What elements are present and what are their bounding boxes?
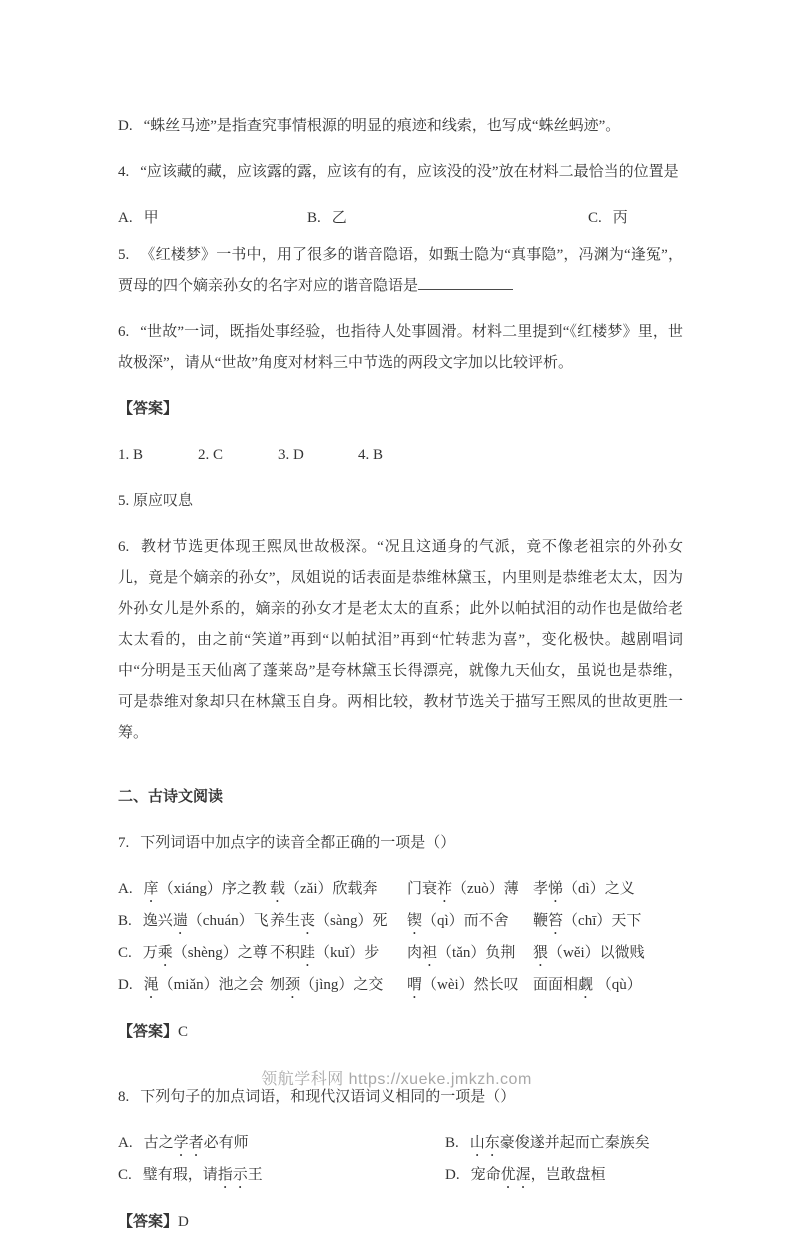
question-number: 7. (118, 835, 130, 851)
answer-choice-3: 3. D (278, 447, 304, 463)
phrase-cell: 载（zǎi）欣载奔 (270, 881, 378, 897)
phrase: 渑（miǎn）池之会 (143, 977, 264, 993)
phrase-cell: 锲（qì）而不舍 (407, 913, 509, 929)
question-7-answer (118, 1017, 683, 1048)
option-label: A. (118, 881, 133, 897)
answer-text: 教材节选更体现王熙凤世故极深。“况且这通身的气派，竟不像老祖宗的外孙女儿，竟是个嫡亲的孙女”，凤姐说的话表面是恭维林黛玉，内里则是恭维老太太，因为外孙女儿是外系的，嫡亲的孙女才是老太太的直系；此外以帕拭泪的动作也是做给老太太看的，由之前“笑道”再到“以帕拭泪”再到“忙转悲为喜”，变化极快。越剧唱词中“分明是玉天仙离了蓬莱岛”是夸林黛玉长得漂亮，就像九天仙女，虽说也是恭维，可是恭维对象却只在林黛玉自身。两相比较，教材节选关于描写王熙凤的世故更胜一筹。 (118, 539, 683, 741)
option-text: “蛛丝马迹”是指查究事情根源的明显的痕迹和线索，也写成“蛛丝蚂迹”。 (143, 118, 621, 134)
question-4-options (118, 203, 683, 234)
question-text: 下列词语中加点字的读音全都正确的一项是（） (140, 835, 456, 851)
question-number: 4. (118, 164, 130, 180)
phrase: 逸兴遄（chuán）飞 (142, 913, 269, 929)
question-number: 6. (118, 324, 130, 340)
phrase-cell: 猥（wěi）以微贱 (533, 945, 645, 961)
question-4-stem (118, 157, 683, 188)
option-text: 璧有瑕，请指示王 (142, 1167, 263, 1183)
question-7-option-d (118, 970, 683, 1002)
question-6-stem (118, 317, 683, 379)
answer-number: 6. (118, 539, 130, 555)
question-number: 8. (118, 1089, 130, 1105)
option-label: B. (307, 210, 321, 226)
option-c (588, 203, 683, 234)
question-text: 《红楼梦》一书中，用了很多的谐音隐语，如甄士隐为“真事隐”，冯渊为“逢冤”，贾母的四个嫡亲孙女的名字对应的谐音隐语是 (118, 247, 683, 294)
option-b (445, 1128, 683, 1160)
fill-in-blank (418, 275, 513, 290)
option-label: A. (118, 210, 133, 226)
question-text: 下列句子的加点词语，和现代汉语词义相同的一项是（） (140, 1089, 516, 1105)
option-label: A. (118, 1135, 133, 1151)
option-b (307, 203, 588, 234)
question-7-stem (118, 828, 683, 859)
question-text: “世故”一词，既指处事经验，也指待人处事圆滑。材料二里提到“《红楼梦》里，世故极深”，请从“世故”角度对材料三中节选的两段文字加以比较评析。 (118, 324, 683, 371)
phrase-cell: 喟（wèi）然长叹 (407, 977, 519, 993)
phrase-cell: 养生丧（sàng）死 (270, 913, 388, 929)
phrase: 万乘（shèng）之尊 (142, 945, 268, 961)
option-text: 丙 (612, 210, 628, 226)
option-label: B. (445, 1135, 459, 1151)
watermark-text: 领航学科网 https://xueke.jmkzh.com (261, 1071, 532, 1088)
option-text: 甲 (143, 210, 159, 226)
answer-label: 【答案】 (118, 1214, 179, 1230)
phrase-cell (118, 874, 270, 906)
question-8-options (118, 1128, 683, 1192)
option-text: 古之学者必有师 (143, 1135, 249, 1151)
answer-choice-1: 1. B (118, 447, 144, 463)
option-label: D. (118, 118, 133, 134)
option-label: D. (118, 977, 133, 993)
option-text: 宠命优渥，岂敢盘桓 (470, 1167, 606, 1183)
option-d (445, 1160, 683, 1192)
question-8-answer (118, 1207, 683, 1238)
question-7-option-b (118, 906, 683, 938)
phrase-cell (118, 970, 270, 1002)
answer-item-6 (118, 532, 683, 749)
option-label: C. (588, 210, 602, 226)
section-2-title: 二、古诗文阅读 (118, 789, 224, 805)
option-a (118, 1128, 445, 1160)
option-label: B. (118, 913, 132, 929)
question-7-option-c (118, 938, 683, 970)
answer-value: D (178, 1214, 189, 1230)
phrase-cell: 肉袒（tǎn）负荆 (407, 945, 516, 961)
option-text: 山东豪俊遂并起而亡秦族矣 (469, 1135, 650, 1151)
phrase-cell: 门衰祚（zuò）薄 (407, 881, 519, 897)
question-d-option (118, 111, 683, 142)
question-text: “应该藏的藏，应该露的露，应该有的有，应该没的没”放在材料二最恰当的位置是 (140, 164, 679, 180)
answer-label: 【答案】 (118, 1024, 179, 1040)
answer-choices-row (118, 440, 683, 471)
phrase-cell: 刎颈（jìng）之交 (270, 977, 384, 993)
option-label: C. (118, 1167, 132, 1183)
phrase-cell (118, 938, 270, 970)
answer-item-5: 5. 原应叹息 (118, 493, 194, 509)
option-label: C. (118, 945, 132, 961)
phrase-cell: 不积跬（kuǐ）步 (270, 945, 380, 961)
option-label: D. (445, 1167, 460, 1183)
phrase-cell: 鞭笞（chī）天下 (533, 913, 642, 929)
phrase-cell (118, 906, 270, 938)
option-c (118, 1160, 445, 1192)
question-number: 5. (118, 247, 130, 263)
phrase-cell: 孝悌（dì）之义 (533, 881, 635, 897)
answer-choice-2: 2. C (198, 447, 224, 463)
option-text: 乙 (331, 210, 347, 226)
option-a (118, 203, 307, 234)
answer-choice-4: 4. B (358, 447, 384, 463)
question-7-option-a (118, 874, 683, 906)
phrase: 庠（xiáng）序之教 (143, 881, 267, 897)
phrase-cell: 面面相觑 （qù） (533, 977, 642, 993)
answer-value: C (178, 1024, 189, 1040)
question-5-stem (118, 240, 683, 302)
answer-header: 【答案】 (118, 401, 179, 417)
